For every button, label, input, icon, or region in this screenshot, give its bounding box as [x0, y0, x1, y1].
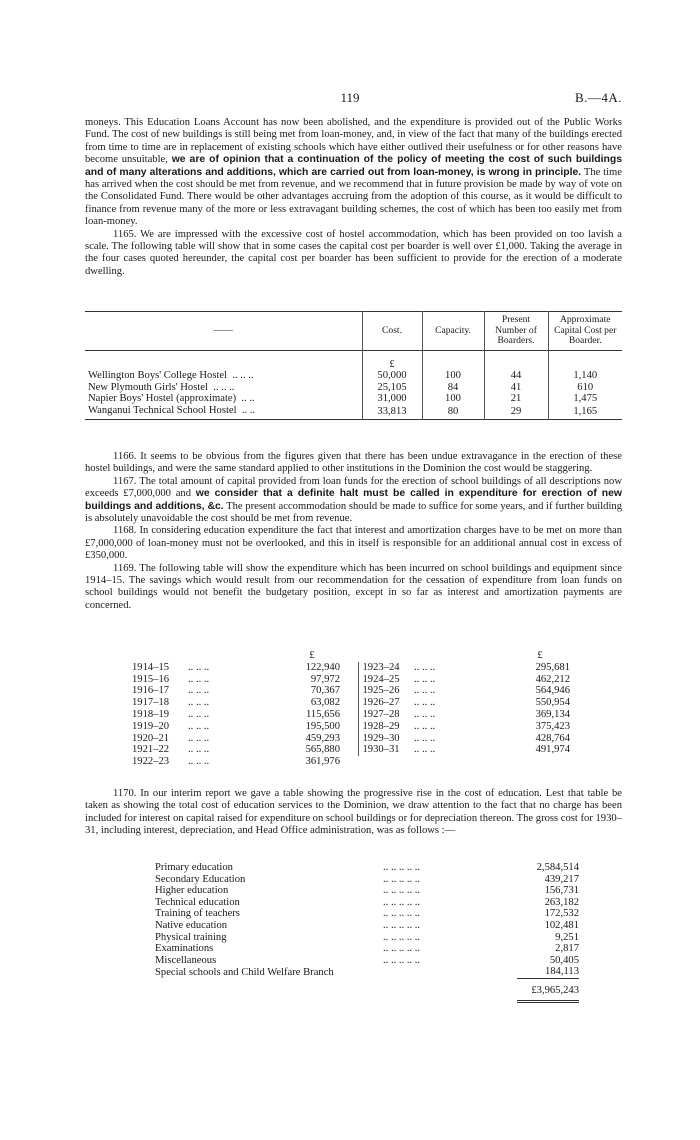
hostel-boarders: 29 [484, 405, 548, 420]
paragraph-moneys-text-a: moneys. This Education Loans Account has now been abolished, and the expenditure is provided out of the Public Works Fund. The cost of new buildings is still being met from loan-money, and, in view of the fact that many of the buildings erected from time to time are in replacement of existing schools which have either outlived their usefulness or for other reasons have become unsuitable, [85, 117, 622, 166]
hostel-boarders: 41 [484, 382, 548, 394]
expenditure-amount: 491,974 [535, 744, 570, 756]
hostel-cost: 50,000 [362, 370, 422, 382]
paragraph-moneys-bold: we are of opinion that a continuation of the policy of meeting the cost of such buildings and of many alterations and additions, which are carried out from loan-money, is wrong in principle. [85, 154, 623, 178]
expenditure-amount: 459,293 [305, 732, 340, 744]
expenditure-currency-right: £ [537, 650, 543, 661]
table-row [155, 874, 579, 886]
table-row [132, 662, 570, 674]
paragraph-1165: 1165. We are impressed with the excessive cost of hostel accommodation, which has been provided on too lavish a scale. The following table will show that in some cases the capital cost per boarder is well over £1,000. Taking the average in the four cases quoted hereunder, the capital cost per boarder has been sufficient to provide for the erection of a moderate dwelling. [85, 228, 622, 277]
hostel-boarders: 21 [484, 393, 548, 405]
cost-label: Examinations [155, 943, 214, 955]
paragraph-1167 [85, 476, 622, 526]
table-row [132, 697, 570, 709]
table-row [155, 943, 579, 955]
hostel-name: Wellington Boys' College Hostel [88, 370, 228, 382]
expenditure-currency-left: £ [309, 650, 315, 661]
expenditure-amount: 295,681 [535, 661, 570, 673]
table-row [132, 744, 570, 756]
cost-amount: 263,182 [544, 896, 579, 908]
leader-dots: .. .. .. [188, 708, 210, 720]
leader-dots: .. .. .. [188, 732, 210, 744]
table-row [132, 756, 570, 768]
leader-dots: .. .. .. [188, 673, 210, 685]
cost-amount: 156,731 [544, 885, 579, 897]
hostel-name: Napier Boys' Hostel (approximate) [88, 393, 237, 405]
hostel-header-boarders: Present Number of Boarders. [484, 312, 548, 351]
expenditure-amount: 462,212 [535, 673, 570, 685]
leader-dots: .. .. .. [188, 756, 210, 768]
hostel-header-capacity: Capacity. [422, 312, 484, 351]
leader-dots: .. .. .. [414, 744, 436, 756]
cost-label: Physical training [155, 931, 227, 943]
leader-dots: .. .. .. .. .. [383, 919, 421, 931]
paragraph-moneys-text-b: The time has arrived when the cost should be met from revenue, and we recommend that in future provision be made by way of vote on the Consolidated Fund. There would be other advantages accruing from the adoption of this course, as it would be difficult to finance from revenue many of the more or less extravagant building schemes, the cost of which has been too easily met from loan-money. [85, 166, 622, 228]
leader-dots: .. .. .. .. .. [383, 885, 421, 897]
expenditure-year: 1915–16 [132, 673, 170, 685]
leader-dots: .. .. [241, 404, 256, 416]
cost-label: Primary education [155, 862, 233, 873]
paragraph-1169: 1169. The following table will show the expenditure which has been incurred on school buildings and equipment since 1914–15. The savings which would result from our recommendation for the cessation of expenditure from loan funds on school buildings would not benefit the budgetary position, except in so far as interest and amortization payments are concerned. [85, 562, 622, 611]
hostel-name: Wanganui Technical School Hostel [88, 404, 237, 416]
leader-dots: .. .. .. [188, 720, 210, 732]
cost-label: Technical education [155, 896, 240, 908]
expenditure-year: 1921–22 [132, 744, 170, 756]
table-row [85, 405, 622, 420]
table-row [132, 674, 570, 686]
document-reference: B.—4A. [574, 90, 622, 105]
hostel-cost-table [85, 311, 622, 420]
leader-dots: .. .. .. [414, 685, 436, 697]
hostel-boarders: 44 [484, 370, 548, 382]
expenditure-year: 1918–19 [132, 708, 170, 720]
expenditure-amount: 195,500 [305, 720, 340, 732]
hostel-cost: 31,000 [362, 393, 422, 405]
expenditure-year: 1927–28 [358, 709, 414, 721]
paragraph-1166: 1166. It seems to be obvious from the figures given that there has been undue extravagance in the erection of these hostel buildings, and were the same standard applied to other institutions in the Dominion the cost would be staggering. [85, 451, 622, 475]
hostel-capital-cost: 1,140 [548, 370, 622, 382]
expenditure-year: 1929–30 [358, 733, 414, 745]
table-row [155, 897, 579, 909]
table-row [132, 685, 570, 697]
expenditure-year: 1923–24 [358, 662, 414, 674]
hostel-header-capital: Approximate Capital Cost per Boarder. [548, 312, 622, 351]
table-row [85, 382, 622, 394]
building-expenditure-table [132, 650, 570, 768]
paragraph-moneys [85, 117, 622, 278]
hostel-cost: 25,105 [362, 382, 422, 394]
hostel-capital-cost: 610 [548, 382, 622, 394]
expenditure-year: 1922–23 [132, 756, 170, 768]
expenditure-amount: 115,656 [305, 708, 340, 720]
paragraphs-1166-1169 [85, 451, 622, 612]
cost-label: Miscellaneous [155, 954, 217, 966]
paragraph-1167-text-b: The present accommodation should be made to suffice for some years, and if further building is absolutely unavoidable the cost should be met from revenue. [85, 500, 623, 525]
expenditure-year: 1928–29 [358, 721, 414, 733]
cost-label: Secondary Education [155, 873, 246, 885]
expenditure-year: 1916–17 [132, 685, 170, 697]
cost-amount: 102,481 [544, 919, 579, 931]
hostel-capital-cost: 1,475 [548, 393, 622, 405]
hostel-capacity: 100 [422, 393, 484, 405]
hostel-capacity: 84 [422, 382, 484, 394]
cost-label: Native education [155, 919, 228, 931]
table-row [132, 721, 570, 733]
table-row [155, 932, 579, 944]
expenditure-year: 1926–27 [358, 697, 414, 709]
expenditure-year: 1925–26 [358, 685, 414, 697]
table-row [155, 966, 579, 978]
leader-dots: .. .. .. [188, 661, 210, 673]
table-row [155, 920, 579, 932]
cost-amount: 9,251 [555, 931, 579, 943]
cost-label: Higher education [155, 885, 229, 897]
cost-amount: 2,584,514 [536, 862, 579, 873]
paragraph-1170: 1170. In our interim report we gave a table showing the progressive rise in the cost of education. Lest that table be taken as showing the total cost of education services to the Dominion, we draw attention to the fact that no charge has been included for interest on capital raised for expenditure on school buildings or for depreciation thereon. The gross cost for 1930–31, including interest, depreciation, and Head Office administration, was as follows :— [85, 788, 622, 837]
paragraph-1167-bold: we consider that a definite halt must be called in expenditure for erection of new buildings and additions, &c. [85, 488, 622, 512]
hostel-capacity: 100 [422, 370, 484, 382]
cost-amount: 439,217 [544, 873, 579, 885]
leader-dots: .. .. .. [414, 673, 436, 685]
expenditure-amount: 122,940 [305, 661, 340, 673]
hostel-name: New Plymouth Girls' Hostel [88, 381, 208, 393]
hostel-header-blank: —— [213, 324, 233, 336]
table-row [132, 709, 570, 721]
table-row [132, 733, 570, 745]
hostel-header-cost: Cost. [362, 312, 422, 351]
expenditure-amount: 97,972 [310, 673, 340, 685]
leader-dots: .. .. .. .. .. [383, 896, 421, 908]
leader-dots: .. .. .. [188, 697, 210, 709]
cost-label: Training of teachers [155, 908, 240, 920]
leader-dots: .. .. .. [213, 381, 235, 393]
leader-dots: .. .. .. .. .. [383, 873, 421, 885]
education-cost-table [155, 862, 579, 1003]
cost-amount: 50,405 [549, 954, 579, 966]
cost-amount: 172,532 [544, 908, 579, 920]
leader-dots: .. .. .. .. .. [383, 954, 421, 966]
table-row [155, 955, 579, 967]
leader-dots: .. .. .. [188, 685, 210, 697]
leader-dots: .. .. .. [414, 732, 436, 744]
paragraph-1170-block [85, 788, 622, 838]
hostel-capacity: 80 [422, 405, 484, 420]
expenditure-year: 1917–18 [132, 697, 170, 709]
table-row [85, 370, 622, 382]
leader-dots: .. .. .. .. .. [383, 943, 421, 955]
expenditure-amount: 369,134 [535, 708, 570, 720]
leader-dots: .. .. [241, 393, 255, 405]
expenditure-amount: 565,880 [305, 744, 340, 756]
hostel-capital-cost: 1,165 [548, 405, 622, 420]
expenditure-year: 1920–21 [132, 732, 170, 744]
leader-dots: .. .. .. [414, 661, 436, 673]
cost-label: Special schools and Child Welfare Branch [155, 966, 334, 978]
leader-dots: .. .. .. [188, 744, 210, 756]
cost-amount: 184,113 [517, 966, 579, 978]
expenditure-year: 1914–15 [132, 661, 170, 673]
hostel-currency: £ [362, 350, 422, 370]
table-row [155, 885, 579, 897]
leader-dots: .. .. .. .. .. [383, 862, 421, 873]
leader-dots: .. .. .. [414, 697, 436, 709]
table-row [155, 908, 579, 920]
expenditure-amount: 63,082 [310, 697, 340, 709]
expenditure-amount: 70,367 [310, 685, 340, 697]
expenditure-amount: 428,764 [535, 732, 570, 744]
leader-dots: .. .. .. .. .. [383, 908, 421, 920]
leader-dots: .. .. .. [232, 370, 254, 382]
expenditure-year: 1919–20 [132, 720, 170, 732]
page-number: 119 [340, 90, 360, 105]
cost-total: £3,965,243 [517, 978, 579, 1001]
expenditure-year: 1930–31 [358, 744, 414, 756]
expenditure-amount: 550,954 [535, 697, 570, 709]
expenditure-year: 1924–25 [358, 674, 414, 686]
hostel-cost: 33,813 [362, 405, 422, 420]
expenditure-amount: 375,423 [535, 720, 570, 732]
leader-dots: .. .. .. [414, 708, 436, 720]
paragraph-1168: 1168. In considering education expenditure the fact that interest and amortization charges have to be met on more than £7,000,000 of loan-money must not be overlooked, and this in itself is responsible for an additional annual cost in excess of £350,000. [85, 525, 622, 562]
paragraph-1167-text-a: 1167. The total amount of capital provided from loan funds for the erection of school buildings of all descriptions now exceeds £7,000,000 and [85, 475, 622, 500]
cost-amount: 2,817 [555, 943, 579, 955]
table-row [85, 393, 622, 405]
expenditure-amount: 564,946 [535, 685, 570, 697]
leader-dots: .. .. .. [414, 720, 436, 732]
expenditure-amount: 361,976 [305, 756, 340, 768]
leader-dots: .. .. .. .. .. [383, 931, 421, 943]
table-row [155, 862, 579, 874]
